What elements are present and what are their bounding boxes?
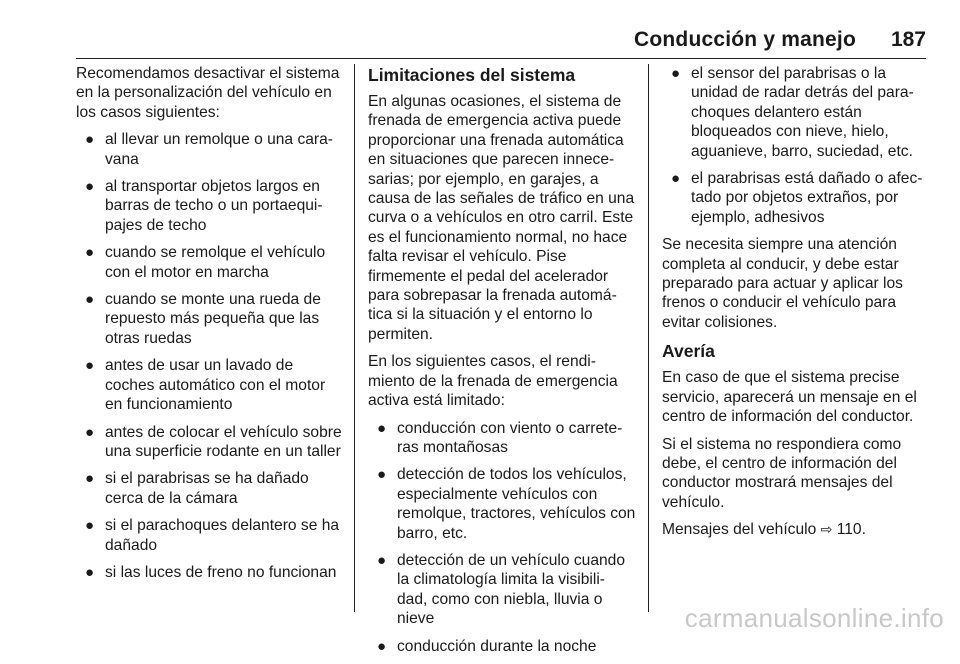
bullet-icon: ● bbox=[85, 470, 95, 488]
list-item: ● antes de usar un lavado de coches automático con el motor en funcionamiento bbox=[85, 357, 326, 414]
bullet-icon: ● bbox=[85, 131, 95, 149]
deactivation-cases-list bbox=[76, 130, 344, 582]
list-item: ● antes de colocar el vehículo sobre una superficie rodante en un taller bbox=[85, 423, 342, 460]
page-number: 187 bbox=[890, 28, 926, 51]
reference-text: Mensajes del vehículo bbox=[662, 521, 817, 539]
column-middle bbox=[368, 64, 636, 664]
column-left bbox=[76, 64, 344, 590]
list-item: ● cuando se remolque el vehículo con el motor en marcha bbox=[85, 244, 326, 281]
list-item: ● si el parachoques delantero se ha dañado bbox=[85, 517, 340, 554]
cross-reference[interactable] bbox=[662, 520, 930, 539]
intro-paragraph: Recomendamos desactivar el sistema en la personalización del vehículo en los casos siguientes: bbox=[76, 65, 340, 121]
limitations-list-continued bbox=[662, 64, 930, 227]
column-right bbox=[662, 64, 930, 548]
bullet-icon: ● bbox=[85, 563, 95, 581]
bullet-icon: ● bbox=[85, 357, 95, 375]
paragraph: En algunas ocasiones, el sistema de frenada de emergencia activa puede proporcionar una frenada automática en situaciones que parecen innece‐ sarias; por ejemplo, en garajes, a causa de las señales de tráfico en una curva o a vehículos en otro carril. Este es el funcionamiento normal, no hace falta revisar el vehículo. Pise firmemente el pedal del acelerador para sobrepasar la frenada automá‐ tica si la situación y el entorno lo permiten. bbox=[368, 93, 635, 343]
bullet-icon: ● bbox=[85, 291, 95, 309]
bullet-icon: ● bbox=[377, 419, 387, 437]
section-title: Conducción y manejo bbox=[634, 28, 856, 51]
bullet-icon: ● bbox=[85, 517, 95, 535]
limitations-list bbox=[368, 419, 636, 656]
paragraph: En los siguientes casos, el rendi‐ miento de la frenada de emergencia activa está limitado: bbox=[368, 353, 618, 410]
bullet-icon: ● bbox=[377, 637, 387, 655]
arrow-right-icon: ⇨ bbox=[820, 521, 833, 538]
paragraph: Si el sistema no respondiera como debe, el centro de información del conductor mostrará mensajes del vehículo. bbox=[662, 435, 902, 511]
bullet-icon: ● bbox=[671, 65, 681, 82]
list-item: ● el parabrisas está dañado o afec‐ tado por objetos extraños, por ejemplo, adhesivos bbox=[671, 170, 923, 226]
section-heading: Limitaciones del sistema bbox=[368, 65, 576, 85]
column-divider bbox=[648, 64, 649, 612]
list-item: ● el sensor del parabrisas o la unidad de radar detrás del para‐ choques delantero están bloqueados con nieve, hielo, aguanieve, barro, suciedad, etc. bbox=[671, 65, 914, 160]
paragraph: En caso de que el sistema precise servicio, aparecerá un mensaje en el centro de información del conductor. bbox=[662, 369, 917, 426]
list-item: ● detección de un vehículo cuando la climatología limita la visibili‐ dad, como con niebla, lluvia o nieve bbox=[377, 551, 626, 628]
section-heading: Avería bbox=[662, 341, 715, 362]
watermark: carmanualsonline.info bbox=[684, 603, 944, 633]
list-item: ● si el parabrisas se ha dañado cerca de la cámara bbox=[85, 470, 309, 507]
bullet-icon: ● bbox=[85, 178, 95, 196]
paragraph: Se necesita siempre una atención completa al conducir, y debe estar preparado para actuar y aplicar los frenos o conducir el vehículo para evitar colisiones. bbox=[662, 236, 903, 331]
bullet-icon: ● bbox=[671, 170, 681, 188]
list-item: ● al transportar objetos largos en barras de techo o un portaequi‐ pajes de techo bbox=[85, 178, 323, 234]
bullet-icon: ● bbox=[85, 244, 95, 262]
bullet-icon: ● bbox=[377, 551, 387, 569]
list-item: ● si las luces de freno no funcionan bbox=[85, 563, 337, 581]
list-item: ● cuando se monte una rueda de repuesto más pequeña que las otras ruedas bbox=[85, 291, 321, 347]
list-item: ● conducción con viento o carrete‐ ras montañosas bbox=[377, 419, 623, 456]
bullet-icon: ● bbox=[377, 466, 387, 484]
list-item: ● detección de todos los vehículos, especialmente vehículos con remolque, tractores, vehículos con barro, etc. bbox=[377, 466, 636, 542]
list-item: ● conducción durante la noche bbox=[377, 637, 597, 655]
reference-page: 110. bbox=[836, 521, 866, 539]
page-header bbox=[76, 22, 926, 59]
bullet-icon: ● bbox=[85, 423, 95, 441]
list-item: ● al llevar un remolque o una cara‐ vana bbox=[85, 131, 333, 168]
column-divider bbox=[354, 64, 355, 612]
